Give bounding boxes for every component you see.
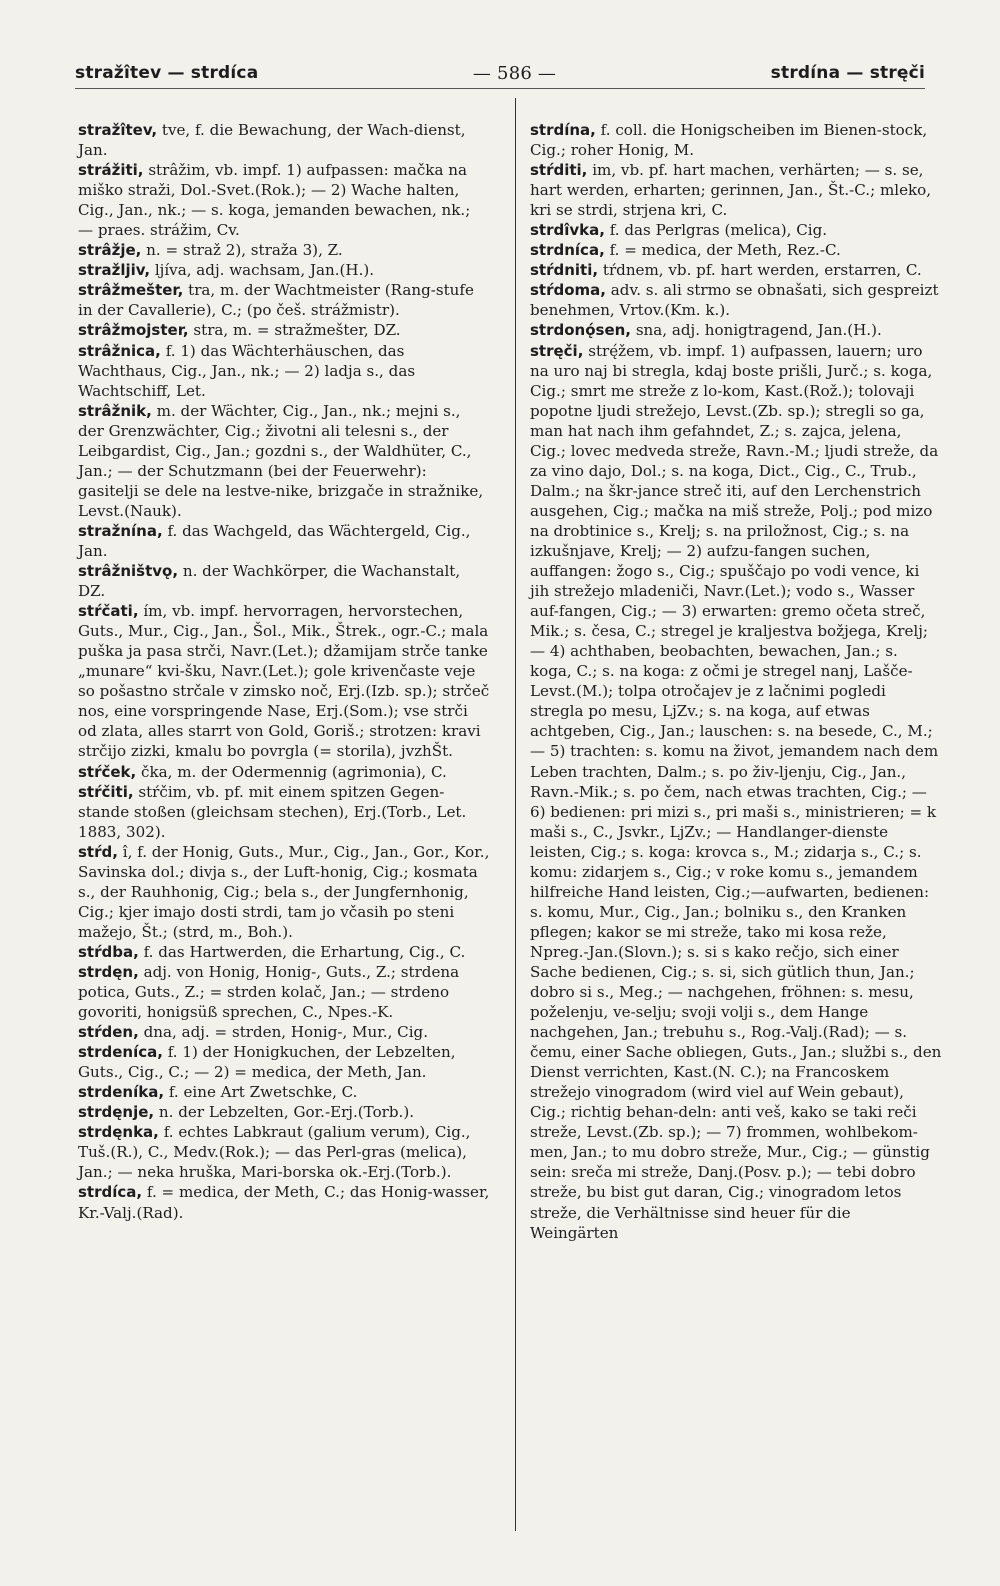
dictionary-entry (78, 240, 490, 260)
entry-headword: strâžništvǫ, (78, 562, 179, 581)
dictionary-entry (78, 1042, 490, 1082)
entry-headword: strâžnik, (78, 401, 152, 420)
entry-definition: tve, f. die Bewachung, der Wach-dienst, Jan. (78, 121, 466, 160)
entry-headword: stŕdniti, (530, 261, 599, 280)
entry-definition: f. 1) das Wächterhäuschen, das Wachthaus, Cig., Jan., nk.; — 2) ladja s., das Wachtschiff, Let. (78, 341, 416, 400)
entry-definition: n. = straž 2), straža 3), Z. (141, 241, 343, 260)
entry-definition: im, vb. pf. hart machen, verhärten; — s. se, hart werden, erharten; gerinnen, Jan., Št.-C.; mleko, kri se strdi, strjena kri, C. (530, 161, 932, 220)
dictionary-entry (78, 762, 490, 782)
dictionary-entry (78, 521, 490, 561)
dictionary-entry (78, 160, 490, 240)
entry-definition: f. 1) der Honigkuchen, der Lebzelten, Guts., Cig., C.; — 2) = medica, der Meth, Jan. (78, 1043, 456, 1082)
dictionary-entry (530, 220, 942, 240)
entry-definition: stra, m. = stražmešter, DZ. (188, 321, 401, 340)
dictionary-entry (78, 341, 490, 401)
dictionary-entry (78, 601, 490, 761)
page-number: — 586 — (472, 62, 557, 84)
entry-definition: f. = medica, der Meth, Rez.-C. (604, 241, 841, 260)
entry-definition: ljíva, adj. wachsam, Jan.(H.). (150, 261, 375, 280)
entry-definition: î, f. der Honig, Guts., Mur., Cig., Jan., Gor., Kor., Savinska dol.; divja s., der Luft-honig, Cig.; kosmata s., der Rauhhonig, Cig.; bela s., der Jungfernhonig, Cig.; kjer imajo dosti strdi, tam jo včasih po steni mažejo, Št.; (strd, m., Boh.). (78, 842, 490, 941)
dictionary-entry (78, 1102, 490, 1122)
entry-definition: sna, adj. honigtragend, Jan.(H.). (631, 321, 882, 340)
entry-definition: f. = medica, der Meth, C.; das Honig-wasser, Kr.-Valj.(Rad). (78, 1183, 490, 1222)
entry-definition: strę́žem, vb. impf. 1) aufpassen, lauern; uro na uro naj bi stregla, kdaj boste prišli, Jurč.; s. koga, Cig.; smrt me streže z lo-kom, Kast.(Rož.); tolovaji popotne ljudi strežejo, Levst.(Zb. sp.); stregli so ga, man hat nach ihm gefahndet, Z.; s. zajca, jelena, Cig.; lovec medveda streže, Ravn.-M.; ljudi streže, da za vino dajo, Dol.; s. na koga, Dict., Cig., C., Trub., Dalm.; na škr-jance streč iti, auf den Lerchenstrich ausgehen, Cig.; mačka na miš streže, Polj.; pod mizo na drobtinice s., Krelj; s. na priložnost, Cig.; s. na izkušnjave, Krelj; — 2) aufzu-fangen suchen, auffangen: žogo s., Cig.; spuščajo po vodi vence, ki jih strežejo mladeniči, Navr.(Let.); vodo s., Wasser auf-fangen, Cig.; — 3) erwarten: gremo očeta streč, Mik.; s. česa, C.; stregel je kraljestva božjega, Krelj; — 4) achthaben, beobachten, bewachen, Jan.; s. koga, C.; s. na koga: z očmi je stregel nanj, Lašče-Levst.(M.); tolpa otročajev je z lačnimi pogledi stregla po mesu, LjZv.; s. na koga, auf etwas achtgeben, Cig., Jan.; lauschen: s. na besede, C., M.; — 5) trachten: s. komu na život, jemandem nach dem Leben trachten, Dalm.; s. po živ-ljenju, Cig., Jan., Ravn.-Mik.; s. po čem, nach etwas trachten, Cig.; — 6) bedienen: pri mizi s., pri maši s., ministrieren; = k maši s., C., Jsvkr., LjZv.; — Handlanger-dienste leisten, Cig.; s. koga: krovca s., M.; zidarja s., C.; s. komu: zidarjem s., Cig.; v roke komu s., jemandem hilfreiche Hand leisten, Cig.;—aufwarten, bedienen: s. komu, Mur., Cig., Jan.; bolniku s., den Kranken pflegen; kakor se mi streže, tako mi kosa reže, Npreg.-Jan.(Slovn.); s. si s kako rečjo, sich einer Sache bedienen, Cig.; s. si, sich gütlich thun, Jan.; dobro si s., Meg.; — nachgehen, fröhnen: s. mesu, poželenju, ve-selju; svoji volji s., dem Hange nachgehen, Jan.; trebuhu s., Rog.-Valj.(Rad); — s. čemu, einer Sache obliegen, Guts., Jan.; službi s., den Dienst verrichten, Kast.(N. C.); na Francoskem strežejo vinogradom (wird viel auf Wein gebaut), Cig.; richtig behan-deln: anti veš, kako se taki reči streže, Levst.(Zb. sp.); — 7) frommen, wohlbekom-men, Jan.; to mu dobro streže, Mur., Cig.; — günstig sein: sreča mi streže, Danj.(Posv. p.); — tebi dobro streže, bu bist gut daran, Cig.; vinogradom letos streže, die Verhältnisse sind heuer für die Weingärten (530, 341, 942, 1242)
dictionary-entry (78, 1082, 490, 1102)
dictionary-entry (530, 120, 942, 160)
entry-headword: stŕditi, (530, 161, 588, 180)
entry-headword: strdęn, (78, 962, 139, 981)
column-divider (515, 98, 516, 1531)
entry-headword: strâžmojster, (78, 321, 189, 340)
dictionary-entry (530, 240, 942, 260)
right-column (530, 120, 942, 1243)
entry-headword: strdína, (530, 121, 596, 139)
dictionary-entry (530, 320, 942, 340)
entry-definition: čka, m. der Odermennig (agrimonia), C. (136, 762, 447, 781)
dictionary-entry (78, 561, 490, 601)
entry-headword: strdîvka, (530, 221, 605, 240)
entry-definition: n. der Wachkörper, die Wachanstalt, DZ. (78, 562, 461, 601)
dictionary-entry (78, 401, 490, 521)
entry-definition: f. echtes Labkraut (galium verum), Cig., Tuš.(R.), C., Medv.(Rok.); — das Perl-gras (melica), Jan.; — neka hruška, Mari-borska ok.-Erj.(Torb.). (78, 1123, 471, 1182)
dictionary-entry (530, 341, 942, 1243)
entry-headword: strâžmešter, (78, 281, 184, 300)
entry-headword: strdníca, (530, 241, 605, 260)
header-left-guide: stražîtev — strdíca (75, 63, 259, 83)
dictionary-entry (78, 842, 490, 942)
dictionary-entry (78, 120, 490, 160)
entry-definition: f. coll. die Honigscheiben im Bienen-stock, Cig.; roher Honig, M. (530, 121, 928, 160)
entry-headword: strdęnje, (78, 1103, 155, 1122)
dictionary-entry (78, 962, 490, 1022)
dictionary-entry (530, 160, 942, 220)
entry-definition: adj. von Honig, Honig-, Guts., Z.; strdena potica, Guts., Z.; = strden kolač, Jan.; — strdeno govoriti, honigsüß sprechen, C., Npes.-K. (78, 962, 460, 1022)
entry-definition: n. der Lebzelten, Gor.-Erj.(Torb.). (154, 1103, 415, 1122)
entry-headword: stŕd, (78, 842, 118, 861)
entry-headword: stŕčati, (78, 602, 139, 621)
entry-definition: f. eine Art Zwetschke, C. (164, 1083, 358, 1102)
entry-headword: strdonǫ́sen, (530, 321, 632, 340)
left-column (78, 120, 490, 1223)
entry-headword: stŕden, (78, 1023, 139, 1042)
entry-headword: strâžnica, (78, 341, 161, 360)
entry-definition: stŕčim, vb. pf. mit einem spitzen Gegen-stande stoßen (gleichsam stechen), Erj.(Torb., Let. 1883, 302). (78, 782, 467, 841)
entry-definition: f. das Wachgeld, das Wächtergeld, Cig., Jan. (78, 521, 471, 560)
entry-definition: f. das Perlgras (melica), Cig. (604, 221, 828, 240)
entry-headword: strâžje, (78, 241, 142, 260)
dictionary-entry (78, 260, 490, 280)
entry-headword: strdęnka, (78, 1123, 159, 1142)
entry-definition: adv. s. ali strmo se obnašati, sich gespreizt benehmen, Vrtov.(Km. k.). (530, 281, 939, 320)
entry-definition: ím, vb. impf. hervorragen, hervorstechen, Guts., Mur., Cig., Jan., Šol., Mik., Štrek., ogr.-C.; mala puška ja pasa strči, Navr.(Let.); džamijam strče tanke „munare“ kvi-šku, Navr.(Let.); gole krivenčaste veje so pošastno strčale v zimsko noč, Erj.(Izb. sp.); strčeč nos, eine vorspringende Nase, Erj.(Som.); vse strči od zlata, alles starrt von Gold, Goriš.; strotzen: kravi strčijo zizki, kmalu bo povrgla (= storila), jvzhŠt. (78, 602, 490, 761)
entry-headword: stražljiv, (78, 261, 151, 280)
entry-definition: f. das Hartwerden, die Erhartung, Cig., C. (138, 942, 466, 961)
dictionary-entry (78, 320, 490, 340)
page-header (75, 58, 925, 88)
entry-definition: m. der Wächter, Cig., Jan., nk.; mejni s., der Grenzwächter, Cig.; životni ali telesni s., der Leibgardist, Cig., Jan.; gozdni s., der Waldhüter, C., Jan.; — der Schutzmann (bei der Feuerwehr): gasitelji se dele na lestve-nike, brizgače in stražnike, Levst.(Nauk). (78, 401, 484, 520)
entry-headword: stŕdba, (78, 942, 139, 961)
header-rule (75, 88, 925, 89)
entry-headword: stŕčiti, (78, 782, 134, 801)
entry-headword: strdeníka, (78, 1083, 165, 1102)
dictionary-entry (78, 782, 490, 842)
entry-headword: stŕdoma, (530, 281, 606, 300)
header-right-guide: strdína — stręči (770, 63, 925, 83)
dictionary-entry (530, 260, 942, 280)
entry-headword: strdeníca, (78, 1043, 163, 1062)
entry-headword: stráži̇ti, (78, 161, 144, 180)
entry-headword: stražnína, (78, 521, 163, 540)
dictionary-entry (78, 280, 490, 320)
entry-definition: strâžim, vb. impf. 1) aufpassen: mačka na miško straži, Dol.-Svet.(Rok.); — 2) Wache halten, Cig., Jan., nk.; — s. koga, jemanden bewachen, nk.; — praes. strážim, Cv. (78, 161, 471, 240)
dictionary-entry (78, 942, 490, 962)
entry-headword: stręči, (530, 341, 584, 360)
entry-definition: tra, m. der Wachtmeister (Rang-stufe in der Cavallerie), C.; (po češ. strážmistr). (78, 281, 474, 320)
entry-definition: tŕdnem, vb. pf. hart werden, erstarren, C. (598, 261, 922, 280)
dictionary-entry (78, 1122, 490, 1182)
dictionary-entry (78, 1022, 490, 1042)
entry-headword: stŕček, (78, 762, 137, 781)
entry-headword: strdíca, (78, 1183, 143, 1202)
entry-definition: dna, adj. = strden, Honig-, Mur., Cig. (138, 1023, 429, 1042)
dictionary-entry (78, 1182, 490, 1222)
entry-headword: stražîtev, (78, 121, 158, 139)
dictionary-entry (530, 280, 942, 320)
